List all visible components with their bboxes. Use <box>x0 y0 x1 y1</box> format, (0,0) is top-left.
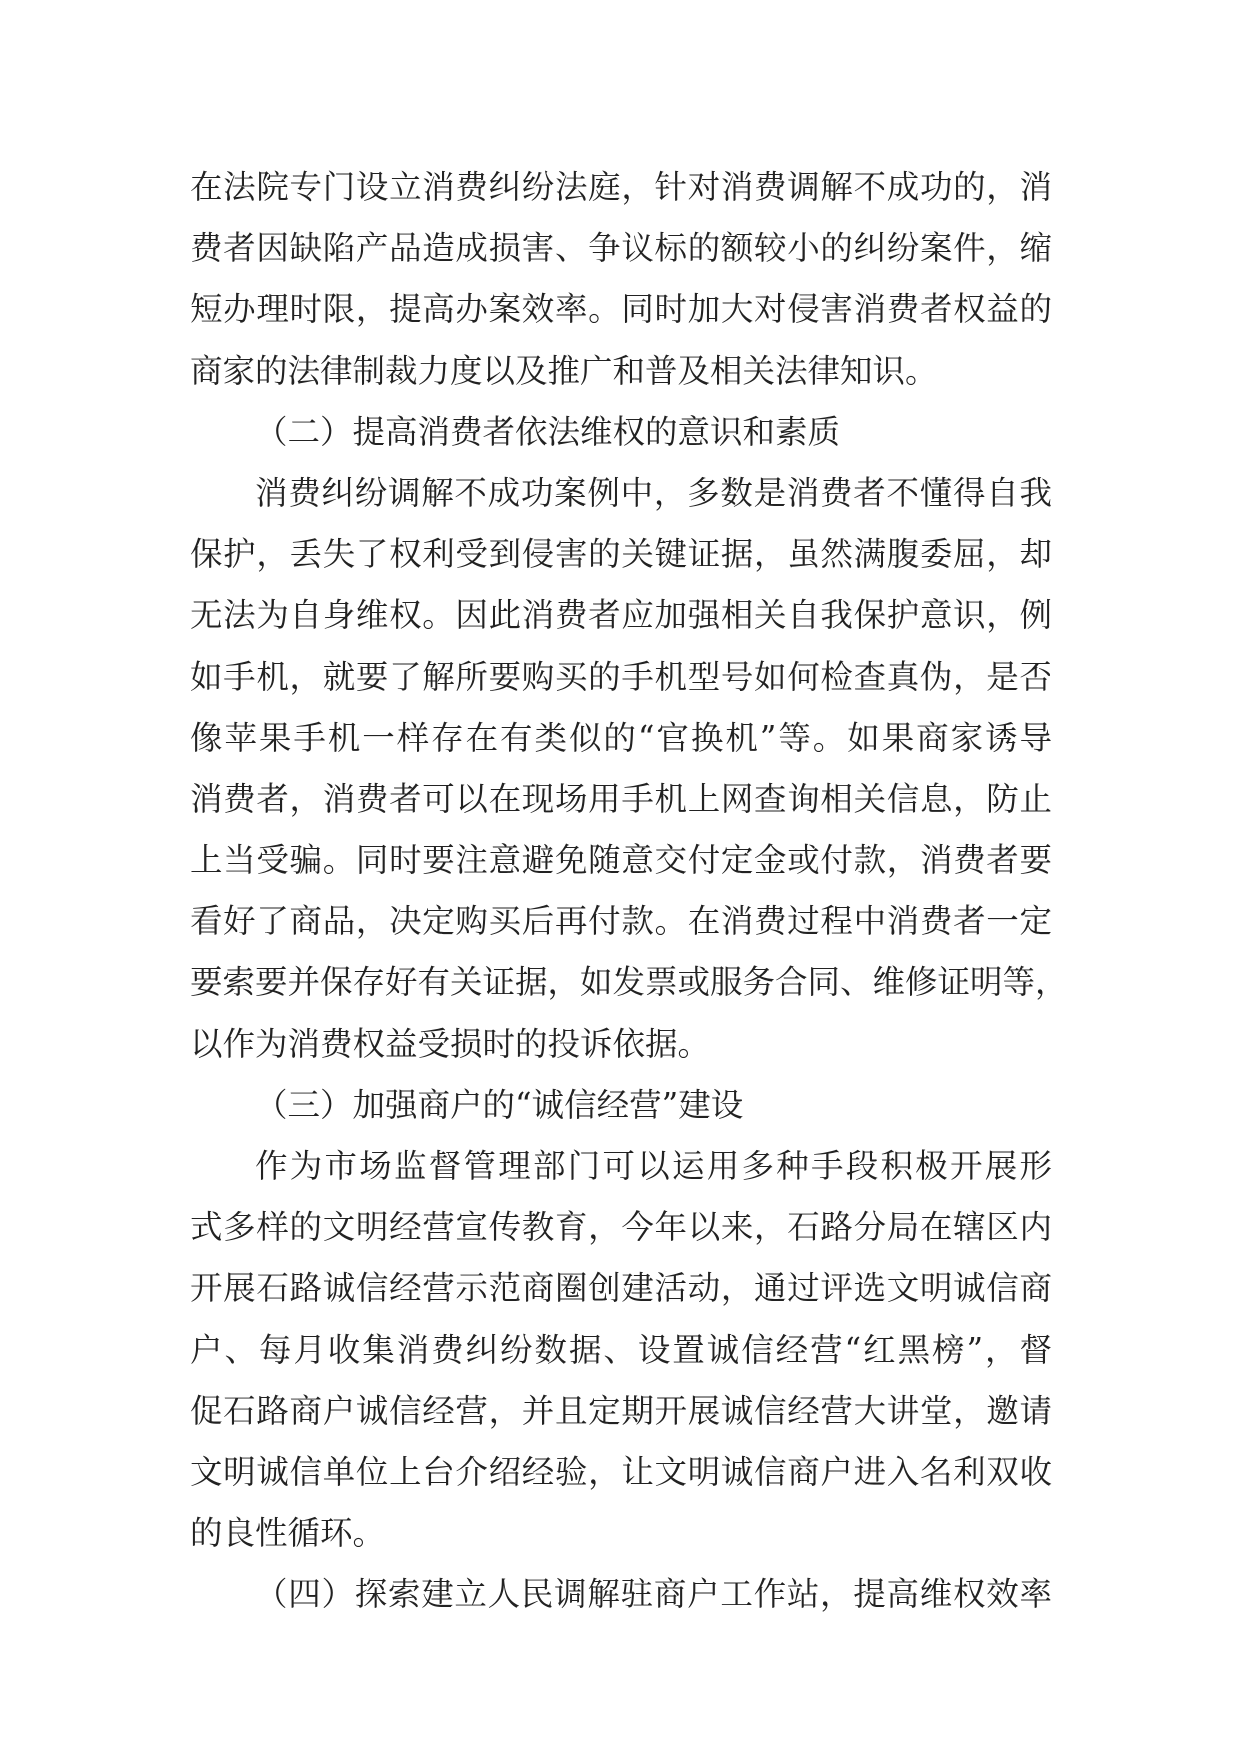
text-line: 文明诚信单位上台介绍经验，让文明诚信商户进入名利双收 <box>190 1452 1052 1491</box>
section-heading-4 <box>190 1564 1052 1625</box>
text-line: 像苹果手机一样存在有类似的“官换机”等。如果商家诱导 <box>190 718 1052 757</box>
text-line: 要索要并保存好有关证据，如发票或服务合同、维修证明等， <box>190 963 1068 1002</box>
text-line: 费者因缺陷产品造成损害、争议标的额较小的纠纷案件，缩 <box>190 229 1052 268</box>
heading-text: （二）提高消费者依法维权的意识和素质 <box>255 412 841 451</box>
document-body <box>190 157 1068 1626</box>
text-line: 在法院专门设立消费纠纷法庭，针对消费调解不成功的，消 <box>190 168 1052 206</box>
text-line: 促石路商户诚信经营，并且定期开展诚信经营大讲堂，邀请 <box>190 1391 1052 1430</box>
text-line: 无法为自身维权。因此消费者应加强相关自我保护意识，例 <box>190 596 1052 635</box>
paragraph <box>190 157 1052 402</box>
text-line: 以作为消费权益受损时的投诉依据。 <box>190 1024 711 1063</box>
text-line: 的良性循环。 <box>190 1514 386 1553</box>
section-heading-2 <box>190 402 1052 463</box>
paragraph <box>190 1136 1052 1564</box>
text-line: 开展石路诚信经营示范商圈创建活动，通过评选文明诚信商 <box>190 1269 1052 1308</box>
text-line: 保护，丢失了权利受到侵害的关键证据，虽然满腹委屈，却 <box>190 535 1052 574</box>
text-line: 上当受骗。同时要注意避免随意交付定金或付款，消费者要 <box>190 841 1052 880</box>
text-line: 消费者，消费者可以在现场用手机上网查询相关信息，防止 <box>190 779 1052 818</box>
text-line: 短办理时限，提高办案效率。同时加大对侵害消费者权益的 <box>190 290 1052 329</box>
text-line: 式多样的文明经营宣传教育，今年以来，石路分局在辖区内 <box>190 1208 1052 1247</box>
text-line: 户、每月收集消费纠纷数据、设置诚信经营“红黑榜”，督 <box>190 1330 1052 1369</box>
section-heading-3 <box>190 1075 1052 1136</box>
heading-text: （四）探索建立人民调解驻商户工作站，提高维权效率 <box>255 1575 1052 1614</box>
text-line: 消费纠纷调解不成功案例中，多数是消费者不懂得自我 <box>255 473 1052 512</box>
heading-text: （三）加强商户的“诚信经营”建设 <box>255 1085 744 1124</box>
text-line: 如手机，就要了解所要购买的手机型号如何检查真伪，是否 <box>190 657 1052 696</box>
paragraph <box>190 463 1068 1075</box>
text-line: 商家的法律制裁力度以及推广和普及相关法律知识。 <box>190 351 938 390</box>
text-line: 看好了商品，决定购买后再付款。在消费过程中消费者一定 <box>190 902 1052 941</box>
text-line: 作为市场监督管理部门可以运用多种手段积极开展形 <box>255 1147 1052 1185</box>
